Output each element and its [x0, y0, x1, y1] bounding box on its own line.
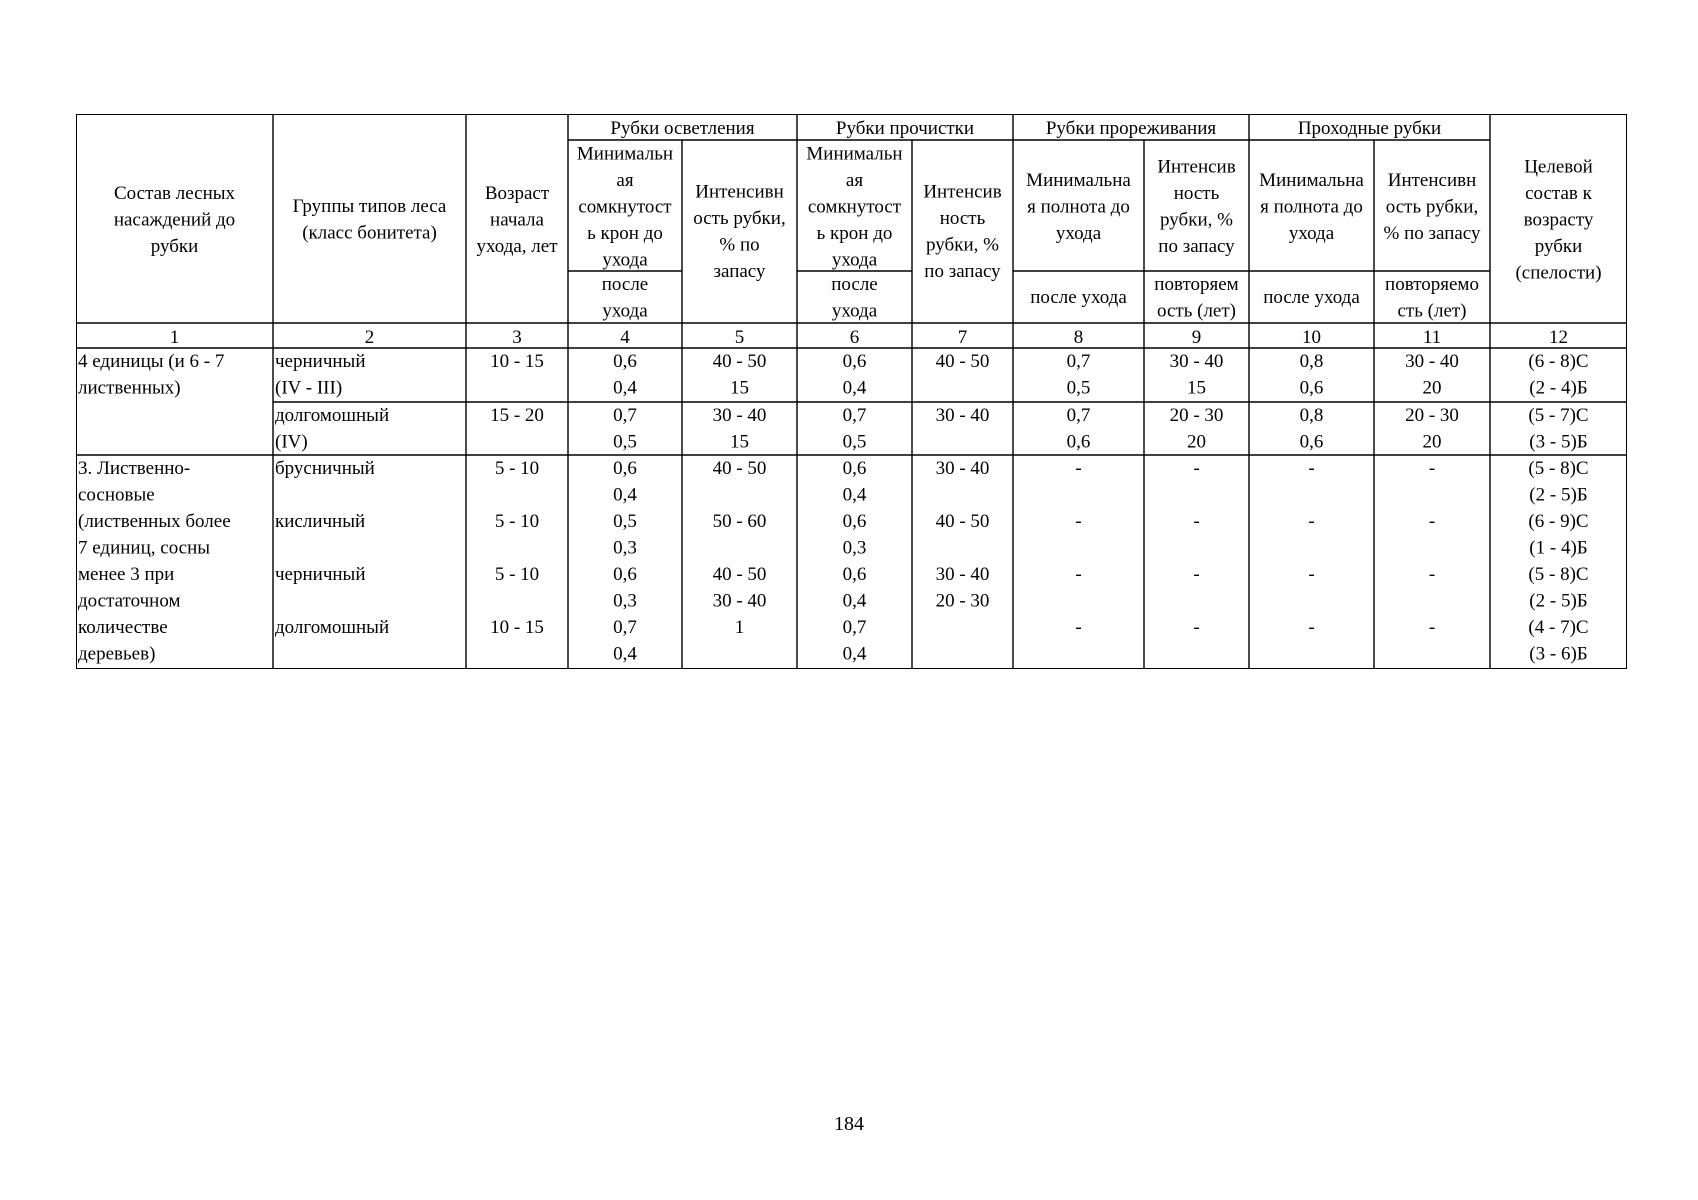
cell-c4: 0,6 — [613, 351, 637, 372]
cell-forest-type: брусничный — [275, 458, 375, 479]
cell-c4: 0,5 — [613, 431, 637, 453]
forest-thinning-table — [76, 114, 1627, 669]
header-min-closure-6: сомкнутост — [807, 196, 902, 218]
header-repeat-9: ость (лет) — [1157, 300, 1236, 322]
header-target-composition: рубки — [1534, 235, 1583, 257]
header-target-composition: состав к — [1525, 182, 1592, 204]
header-after-care-8: после ухода — [1030, 287, 1127, 308]
cell-dash: - — [1428, 617, 1436, 638]
cell-c5: 15 — [730, 431, 749, 453]
cell-start-age: 10 - 15 — [490, 617, 544, 638]
cell-forest-type: черничный — [275, 564, 366, 585]
header-group-passage: Проходные рубки — [1297, 118, 1442, 139]
cell-c5: 1 — [734, 617, 745, 638]
cell-c6: 0,6 — [842, 511, 867, 532]
header-forest-type: (класс бонитета) — [302, 222, 437, 244]
cell-forest-type: кисличный — [275, 511, 366, 532]
header-intensity-5: ость рубки, — [693, 208, 786, 230]
cell-forest-type: (IV - III) — [275, 377, 343, 399]
header-after-care-10: после ухода — [1263, 287, 1360, 308]
cell-c7: 20 - 30 — [935, 590, 990, 612]
cell-c11: 20 — [1422, 377, 1442, 399]
column-number-5: 5 — [734, 327, 745, 348]
header-min-closure-4: ая — [616, 169, 634, 191]
cell-dash: - — [1428, 564, 1436, 585]
cell-c4: 0,7 — [613, 617, 637, 638]
page-number: 184 — [834, 1113, 864, 1135]
column-number-6: 6 — [849, 327, 860, 348]
cell-c9: 30 - 40 — [1169, 351, 1224, 372]
cell-c6: 0,4 — [842, 484, 867, 506]
cell-c5: 50 - 60 — [712, 511, 767, 532]
header-composition: насаждений до — [113, 209, 236, 231]
cell-c5: 40 - 50 — [712, 458, 767, 479]
column-number-8: 8 — [1073, 327, 1084, 348]
header-min-density-8: Минимальна — [1026, 169, 1131, 191]
cell-c4: 0,4 — [613, 484, 637, 506]
header-group-clearing: Рубки осветления — [610, 118, 755, 139]
header-after-care-6: после — [831, 274, 878, 296]
column-number-3: 3 — [512, 327, 522, 348]
cell-c6: 0,5 — [842, 431, 867, 453]
header-intensity-7: рубки, % — [926, 234, 999, 256]
header-target-composition: Целевой — [1524, 156, 1593, 178]
cell-dash: - — [1193, 458, 1200, 479]
column-number-7: 7 — [957, 327, 968, 348]
cell-c12: (2 - 5)Б — [1529, 590, 1588, 612]
cell-c10: 0,8 — [1299, 351, 1324, 372]
row-composition-b: количестве — [78, 617, 168, 638]
cell-c7: 30 - 40 — [935, 405, 990, 426]
cell-c12: (1 - 4)Б — [1529, 537, 1588, 559]
cell-start-age: 5 - 10 — [494, 564, 540, 585]
cell-c11: 20 - 30 — [1405, 405, 1459, 426]
header-intensity-11: % по запасу — [1383, 222, 1481, 244]
header-min-closure-4: ухода — [602, 249, 648, 271]
row-composition-b: (лиственных более — [78, 511, 231, 532]
cell-c10: 0,6 — [1299, 377, 1324, 399]
cell-c4: 0,5 — [613, 511, 637, 532]
header-start-age: Возраст — [484, 182, 550, 204]
header-repeat-11: сть (лет) — [1397, 300, 1467, 322]
cell-c7: 30 - 40 — [935, 458, 990, 479]
column-number-10: 10 — [1302, 327, 1321, 348]
cell-dash: - — [1075, 617, 1082, 638]
header-min-closure-4: Минимальн — [576, 143, 674, 165]
cell-dash: - — [1075, 511, 1082, 532]
header-intensity-9: Интенсив — [1157, 156, 1236, 178]
cell-c5: 15 — [730, 377, 749, 399]
cell-c10: 0,6 — [1299, 431, 1324, 453]
header-min-closure-4: сомкнутост — [578, 196, 672, 218]
cell-dash: - — [1075, 458, 1082, 479]
header-composition: Состав лесных — [113, 182, 236, 204]
cell-c4: 0,7 — [613, 405, 637, 426]
cell-c6: 0,4 — [842, 377, 867, 399]
header-min-density-8: ухода — [1055, 222, 1102, 244]
header-after-care-4: после — [601, 274, 649, 296]
header-group-thinning: Рубки прореживания — [1045, 118, 1217, 139]
cell-forest-type: долгомошный — [275, 617, 390, 638]
cell-c4: 0,6 — [613, 564, 637, 585]
cell-c12: (2 - 5)Б — [1529, 484, 1588, 506]
cell-dash: - — [1428, 458, 1436, 479]
cell-c6: 0,7 — [842, 405, 867, 426]
header-intensity-7: ность — [939, 208, 986, 230]
column-number-12: 12 — [1549, 327, 1568, 348]
cell-dash: - — [1193, 564, 1200, 585]
cell-c6: 0,3 — [842, 537, 867, 559]
cell-start-age: 5 - 10 — [494, 511, 540, 532]
header-repeat-11: повторяемо — [1385, 274, 1479, 296]
column-number-4: 4 — [620, 327, 630, 348]
row-composition-a: лиственных) — [78, 377, 181, 399]
cell-c5: 30 - 40 — [712, 590, 767, 612]
cell-c12: (3 - 6)Б — [1529, 643, 1588, 665]
header-min-closure-6: ь крон до — [816, 222, 893, 244]
cell-c6: 0,6 — [842, 564, 867, 585]
cell-c12: (5 - 8)С — [1528, 564, 1589, 585]
cell-start-age: 15 - 20 — [490, 405, 544, 426]
cell-c11: 20 — [1422, 431, 1442, 453]
header-intensity-7: Интенсив — [923, 181, 1002, 203]
header-repeat-9: повторяем — [1154, 274, 1239, 296]
cell-c4: 0,3 — [613, 590, 637, 612]
header-start-age: ухода, лет — [476, 235, 558, 257]
cell-c7: 40 - 50 — [935, 511, 990, 532]
cell-c12: (6 - 9)С — [1528, 511, 1589, 532]
row-composition-b: менее 3 при — [78, 564, 175, 585]
cell-dash: - — [1308, 458, 1315, 479]
header-target-composition: возрасту — [1523, 209, 1594, 231]
row-composition-b: достаточном — [78, 590, 181, 612]
cell-c12: (3 - 5)Б — [1529, 431, 1588, 453]
row-composition-a: 4 единицы (и 6 - 7 — [78, 351, 225, 372]
cell-dash: - — [1193, 511, 1200, 532]
header-after-care-6: ухода — [831, 300, 878, 322]
header-intensity-9: по запасу — [1158, 236, 1235, 258]
column-number-11: 11 — [1422, 327, 1442, 348]
cell-start-age: 10 - 15 — [490, 351, 544, 372]
cell-dash: - — [1308, 564, 1315, 585]
cell-c4: 0,3 — [613, 537, 637, 559]
column-number-9: 9 — [1191, 327, 1202, 348]
cell-c9: 15 — [1187, 377, 1206, 399]
cell-c8: 0,7 — [1066, 351, 1091, 372]
cell-c10: 0,8 — [1299, 405, 1324, 426]
header-min-closure-6: ая — [845, 169, 864, 191]
cell-c11: 30 - 40 — [1405, 351, 1459, 372]
cell-c5: 40 - 50 — [712, 351, 767, 372]
header-min-closure-6: Минимальн — [806, 143, 903, 165]
cell-c7: 40 - 50 — [935, 351, 990, 372]
cell-c5: 30 - 40 — [712, 405, 767, 426]
row-composition-b: сосновые — [78, 484, 155, 506]
cell-c4: 0,6 — [613, 458, 637, 479]
cell-c12: (5 - 7)С — [1528, 405, 1589, 426]
header-intensity-9: ность — [1173, 183, 1220, 205]
header-min-closure-4: ь крон до — [587, 222, 663, 244]
header-composition: рубки — [150, 235, 199, 257]
header-intensity-9: рубки, % — [1160, 209, 1233, 231]
cell-c9: 20 - 30 — [1169, 405, 1224, 426]
cell-c7: 30 - 40 — [935, 564, 990, 585]
header-after-care-4: ухода — [602, 300, 648, 322]
row-composition-b: деревьев) — [78, 643, 156, 665]
cell-c12: (4 - 7)С — [1528, 617, 1589, 638]
cell-c5: 40 - 50 — [712, 564, 767, 585]
header-min-closure-6: ухода — [831, 249, 878, 271]
cell-c6: 0,4 — [842, 643, 867, 665]
header-forest-type: Группы типов леса — [292, 196, 447, 218]
cell-c9: 20 — [1187, 431, 1206, 453]
header-intensity-5: запасу — [713, 261, 766, 283]
cell-c6: 0,4 — [842, 590, 867, 612]
cell-c12: (6 - 8)С — [1528, 351, 1589, 372]
header-intensity-11: Интенсивн — [1387, 169, 1477, 191]
cell-start-age: 5 - 10 — [494, 458, 540, 479]
cell-c8: 0,5 — [1066, 377, 1091, 399]
cell-dash: - — [1308, 511, 1315, 532]
header-intensity-11: ость рубки, — [1385, 196, 1479, 218]
header-min-density-10: я полнота до — [1260, 196, 1363, 218]
cell-dash: - — [1428, 511, 1436, 532]
header-intensity-5: % по — [719, 234, 760, 256]
header-min-density-10: Минимальна — [1259, 169, 1364, 191]
header-min-density-8: я полнота до — [1027, 196, 1130, 218]
cell-c4: 0,4 — [613, 377, 637, 399]
column-number-1: 1 — [169, 327, 180, 348]
row-composition-b: 7 единиц, сосны — [78, 537, 211, 559]
column-number-2: 2 — [364, 327, 375, 348]
header-target-composition: (спелости) — [1515, 262, 1602, 284]
header-group-cleaning: Рубки прочистки — [835, 118, 975, 139]
cell-c4: 0,4 — [613, 643, 637, 665]
cell-c6: 0,7 — [842, 617, 867, 638]
cell-forest-type: черничный — [275, 351, 366, 372]
cell-forest-type: долгомошный — [275, 405, 390, 426]
header-intensity-7: по запасу — [924, 261, 1001, 283]
cell-forest-type: (IV) — [275, 431, 308, 453]
cell-dash: - — [1075, 564, 1082, 585]
cell-c6: 0,6 — [842, 351, 867, 372]
row-composition-b: 3. Лиственно- — [78, 458, 191, 479]
header-min-density-10: ухода — [1288, 222, 1335, 244]
cell-c6: 0,6 — [842, 458, 867, 479]
cell-dash: - — [1308, 617, 1315, 638]
cell-c8: 0,6 — [1066, 431, 1091, 453]
cell-c12: (5 - 8)С — [1528, 458, 1589, 479]
header-start-age: начала — [490, 209, 544, 231]
cell-c12: (2 - 4)Б — [1529, 377, 1588, 399]
header-intensity-5: Интенсивн — [695, 181, 784, 203]
cell-dash: - — [1193, 617, 1200, 638]
cell-c8: 0,7 — [1066, 405, 1091, 426]
